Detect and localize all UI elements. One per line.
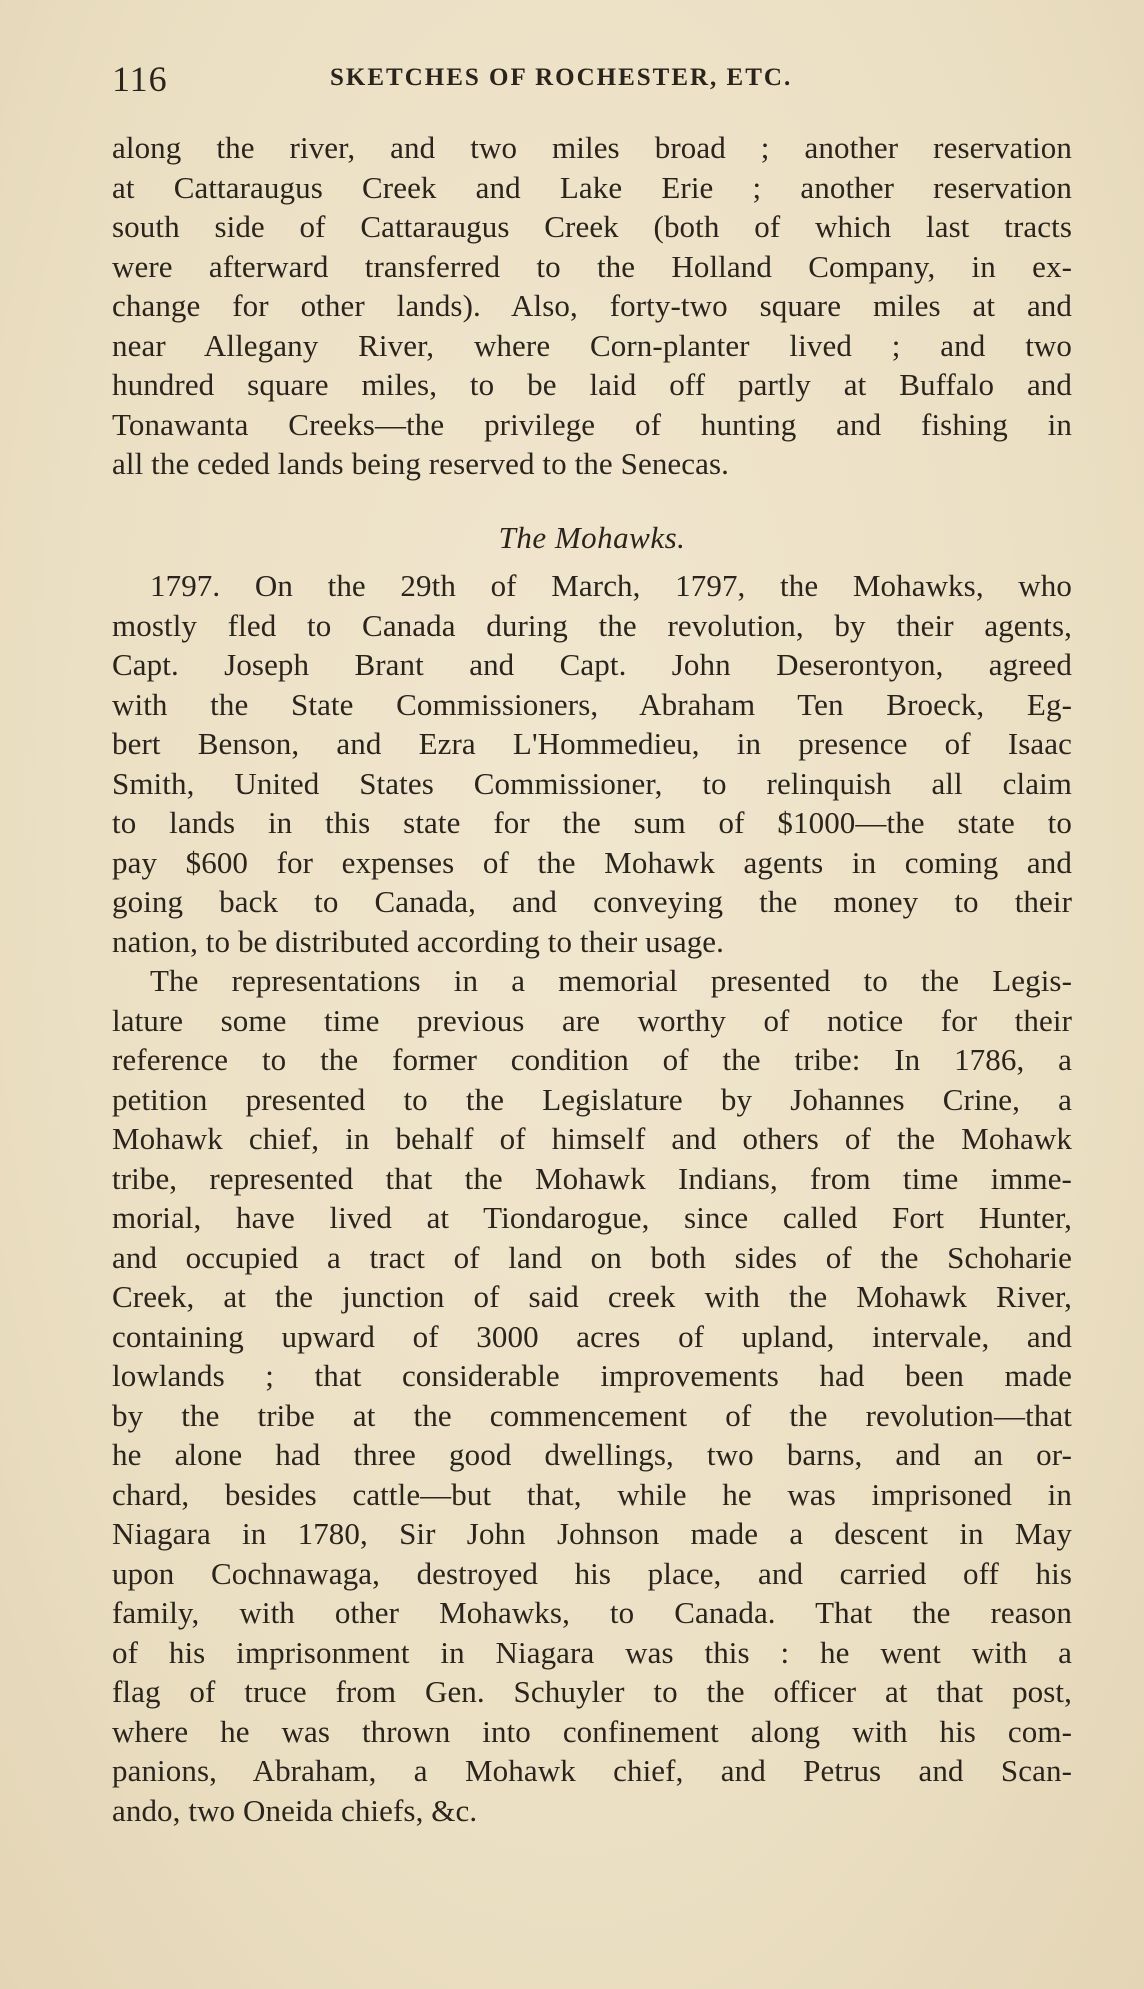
text-line: chard, besides cattle—but that, while he was imprisoned in [112, 1476, 1072, 1512]
text-line: he alone had three good dwellings, two barns, and an or- [112, 1437, 1072, 1472]
text-line: where he was thrown into confinement along with his com- [112, 1713, 1072, 1749]
page-body [112, 128, 1072, 1830]
text-line: The representations in a memorial presented to the Legis- [150, 963, 1072, 998]
paragraph-1 [112, 128, 1072, 484]
text-line: family, with other Mohawks, to Canada. That the reason [112, 1595, 1072, 1630]
text-line: Mohawk chief, in behalf of himself and others of the Mohawk [112, 1121, 1072, 1156]
text-line: along the river, and two miles broad ; another reservation [112, 130, 1072, 165]
text-line: morial, have lived at Tiondarogue, since called Fort Hunter, [112, 1200, 1072, 1235]
text-line: containing upward of 3000 acres of upland, intervale, and [112, 1318, 1072, 1354]
text-line: flag of truce from Gen. Schuyler to the officer at that post, [112, 1674, 1072, 1709]
running-head: SKETCHES OF ROCHESTER, ETC. [330, 64, 793, 91]
text-line: Creek, at the junction of said creek with the Mohawk River, [112, 1279, 1072, 1314]
text-line: 1797. On the 29th of March, 1797, the Mohawks, who [150, 568, 1072, 603]
text-line: Tonawanta Creeks—the privilege of hunting and fishing in [112, 406, 1072, 442]
section-heading: The Mohawks. [498, 519, 686, 555]
text-line: all the ceded lands being reserved to the Senecas. [112, 446, 730, 481]
text-line: ando, two Oneida chiefs, &c. [112, 1792, 478, 1828]
text-line: lature some time previous are worthy of notice for their [112, 1002, 1072, 1038]
paragraph-3 [112, 961, 1072, 1830]
text-line: upon Cochnawaga, destroyed his place, and carried off his [112, 1555, 1072, 1591]
text-line: bert Benson, and Ezra L'Hommedieu, in presence of Isaac [112, 726, 1072, 761]
text-line: to lands in this state for the sum of $1000—the state to [112, 805, 1072, 840]
text-line: by the tribe at the commencement of the revolution—that [112, 1397, 1072, 1433]
text-line: panions, Abraham, a Mohawk chief, and Petrus and Scan- [112, 1753, 1072, 1788]
text-line: were afterward transferred to the Holland Company, in ex- [112, 248, 1072, 284]
text-line: Capt. Joseph Brant and Capt. John Deserontyon, agreed [112, 647, 1072, 682]
text-line: hundred square miles, to be laid off partly at Buffalo and [112, 367, 1072, 402]
text-line: reference to the former condition of the tribe: In 1786, a [112, 1042, 1072, 1077]
text-line: south side of Cattaraugus Creek (both of which last tracts [112, 209, 1072, 244]
text-line: of his imprisonment in Niagara was this : he went with a [112, 1634, 1072, 1670]
text-line: change for other lands). Also, forty-two square miles at and [112, 288, 1072, 323]
paragraph-2 [112, 566, 1072, 961]
text-line: petition presented to the Legislature by Johannes Crine, a [112, 1081, 1072, 1117]
text-line: going back to Canada, and conveying the money to their [112, 884, 1072, 919]
text-line: at Cattaraugus Creek and Lake Erie ; another reservation [112, 169, 1072, 205]
text-line: Niagara in 1780, Sir John Johnson made a descent in May [112, 1516, 1072, 1551]
page-number: 116 [112, 59, 168, 99]
page-header [112, 58, 1072, 108]
text-line: near Allegany River, where Corn-planter lived ; and two [112, 327, 1072, 363]
text-line: pay $600 for expenses of the Mohawk agents in coming and [112, 844, 1072, 880]
text-line: with the State Commissioners, Abraham Ten Broeck, Eg- [112, 686, 1072, 722]
text-line: tribe, represented that the Mohawk Indians, from time imme- [112, 1160, 1072, 1196]
text-line: lowlands ; that considerable improvements had been made [112, 1358, 1072, 1393]
text-line: Smith, United States Commissioner, to relinquish all claim [112, 765, 1072, 801]
text-line: and occupied a tract of land on both sides of the Schoharie [112, 1239, 1072, 1275]
text-line: nation, to be distributed according to their usage. [112, 923, 725, 959]
text-line: mostly fled to Canada during the revolution, by their agents, [112, 607, 1072, 643]
